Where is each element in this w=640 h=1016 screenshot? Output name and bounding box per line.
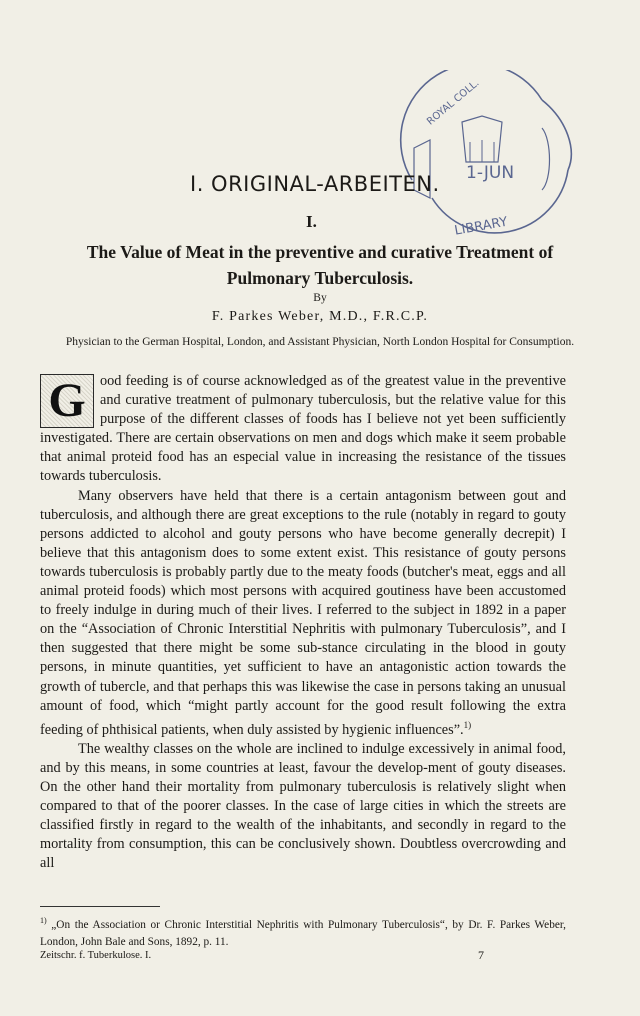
author-name: F. Parkes Weber, M.D., F.R.C.P. [211, 309, 429, 324]
stamp-bottom-text: LIBRARY [453, 214, 509, 239]
stamp-date: 1-JUN [466, 163, 515, 183]
running-footer: Zeitschr. f. Tuberkulose. I. [40, 950, 152, 961]
footnote-ref: 1) [463, 719, 472, 730]
title-line-2: Pulmonary Tuberculosis. [226, 268, 414, 288]
footnote-text: „On the Association or Chronic Interstitial Nephritis with Pulmonary Tuberculosis“, by Dr. F. Parkes Weber, London, John Bale and Sons, 1892, p. 11. [40, 918, 566, 948]
article-body [40, 372, 566, 873]
byline-by: By [313, 292, 327, 304]
title-line-1: The Value of Meat in the preventive and curative Treatment of [86, 242, 554, 262]
footnote [40, 912, 566, 951]
footnote-divider [40, 906, 160, 907]
library-stamp [392, 70, 580, 250]
paragraph-3-text: The wealthy classes on the whole are inclined to indulge excessively in animal food, and by this means, in some countries at least, favour the develop-ment of gouty diseases. On the other hand their mortality from pulmonary tuberculosis is relatively slight when compared to that of the poorer classes. In the case of large cities in which the streets are classified firstly in regard to the wealth of the inhabitants, and secondly in regard to the mortality from consumption, this can be conclusively shown. Doubtless overcrowding and all [40, 740, 566, 872]
footnote-marker: 1) [40, 916, 47, 925]
paragraph-1 [40, 372, 566, 487]
drop-cap-initial [40, 374, 94, 428]
page-number: 7 [478, 948, 484, 962]
drop-cap-letter: G [48, 374, 86, 427]
author-affiliation: Physician to the German Hospital, London, and Assistant Physician, North London Hospital for Consumption. [65, 336, 575, 348]
paragraph-3 [40, 740, 566, 874]
stamp-top-text: ROYAL COLL. [425, 77, 482, 128]
paragraph-2-text: Many observers have held that there is a certain antagonism between gout and tuberculosis, and although there are great exceptions to the rule (notably in regard to gouty persons addicted to alcohol and gouty persons who have become generally decrepit) I believe that this antagonism does to some extent exist. This resistance of gouty persons towards tuberculosis is probably partly due to the meaty foods (butcher's meat, eggs and all animal proteid foods) which most persons with acquired goutiness have been accustomed to freely indulge in during much of their lives. I referred to the subject in 1892 in a paper on the “Association of Chronic Interstitial Nephritis with pulmonary Tuberculosis”, and I then suggested that there might be some sub-stance circulating in the blood in gouty persons, in minute quantities, yet sufficient to have an antagonistic action towards the growth of tubercle, and that perhaps this was likewise the case in persons taking an unusual amount of food, which “might partly account for the good result following the extra feeding of phthisical patients, when duly assisted by hygienic influences”. [40, 487, 566, 738]
paragraph-2 [40, 487, 566, 740]
article-number: I. [306, 212, 317, 231]
section-heading: I. ORIGINAL-ARBEITEN. [190, 172, 440, 196]
paragraph-1-text: ood feeding is of course acknowledged as of the greatest value in the preventive and curative treatment of pulmonary tuberculosis, but the relative value for this purpose of the different classes of foods has I believe not yet been sufficiently investigated. There are certain observations on men and dogs which make it seem probable that animal proteid food has an especial value in increasing the resistance of the tissues towards tuberculosis. [40, 373, 566, 485]
article-title [30, 239, 610, 291]
